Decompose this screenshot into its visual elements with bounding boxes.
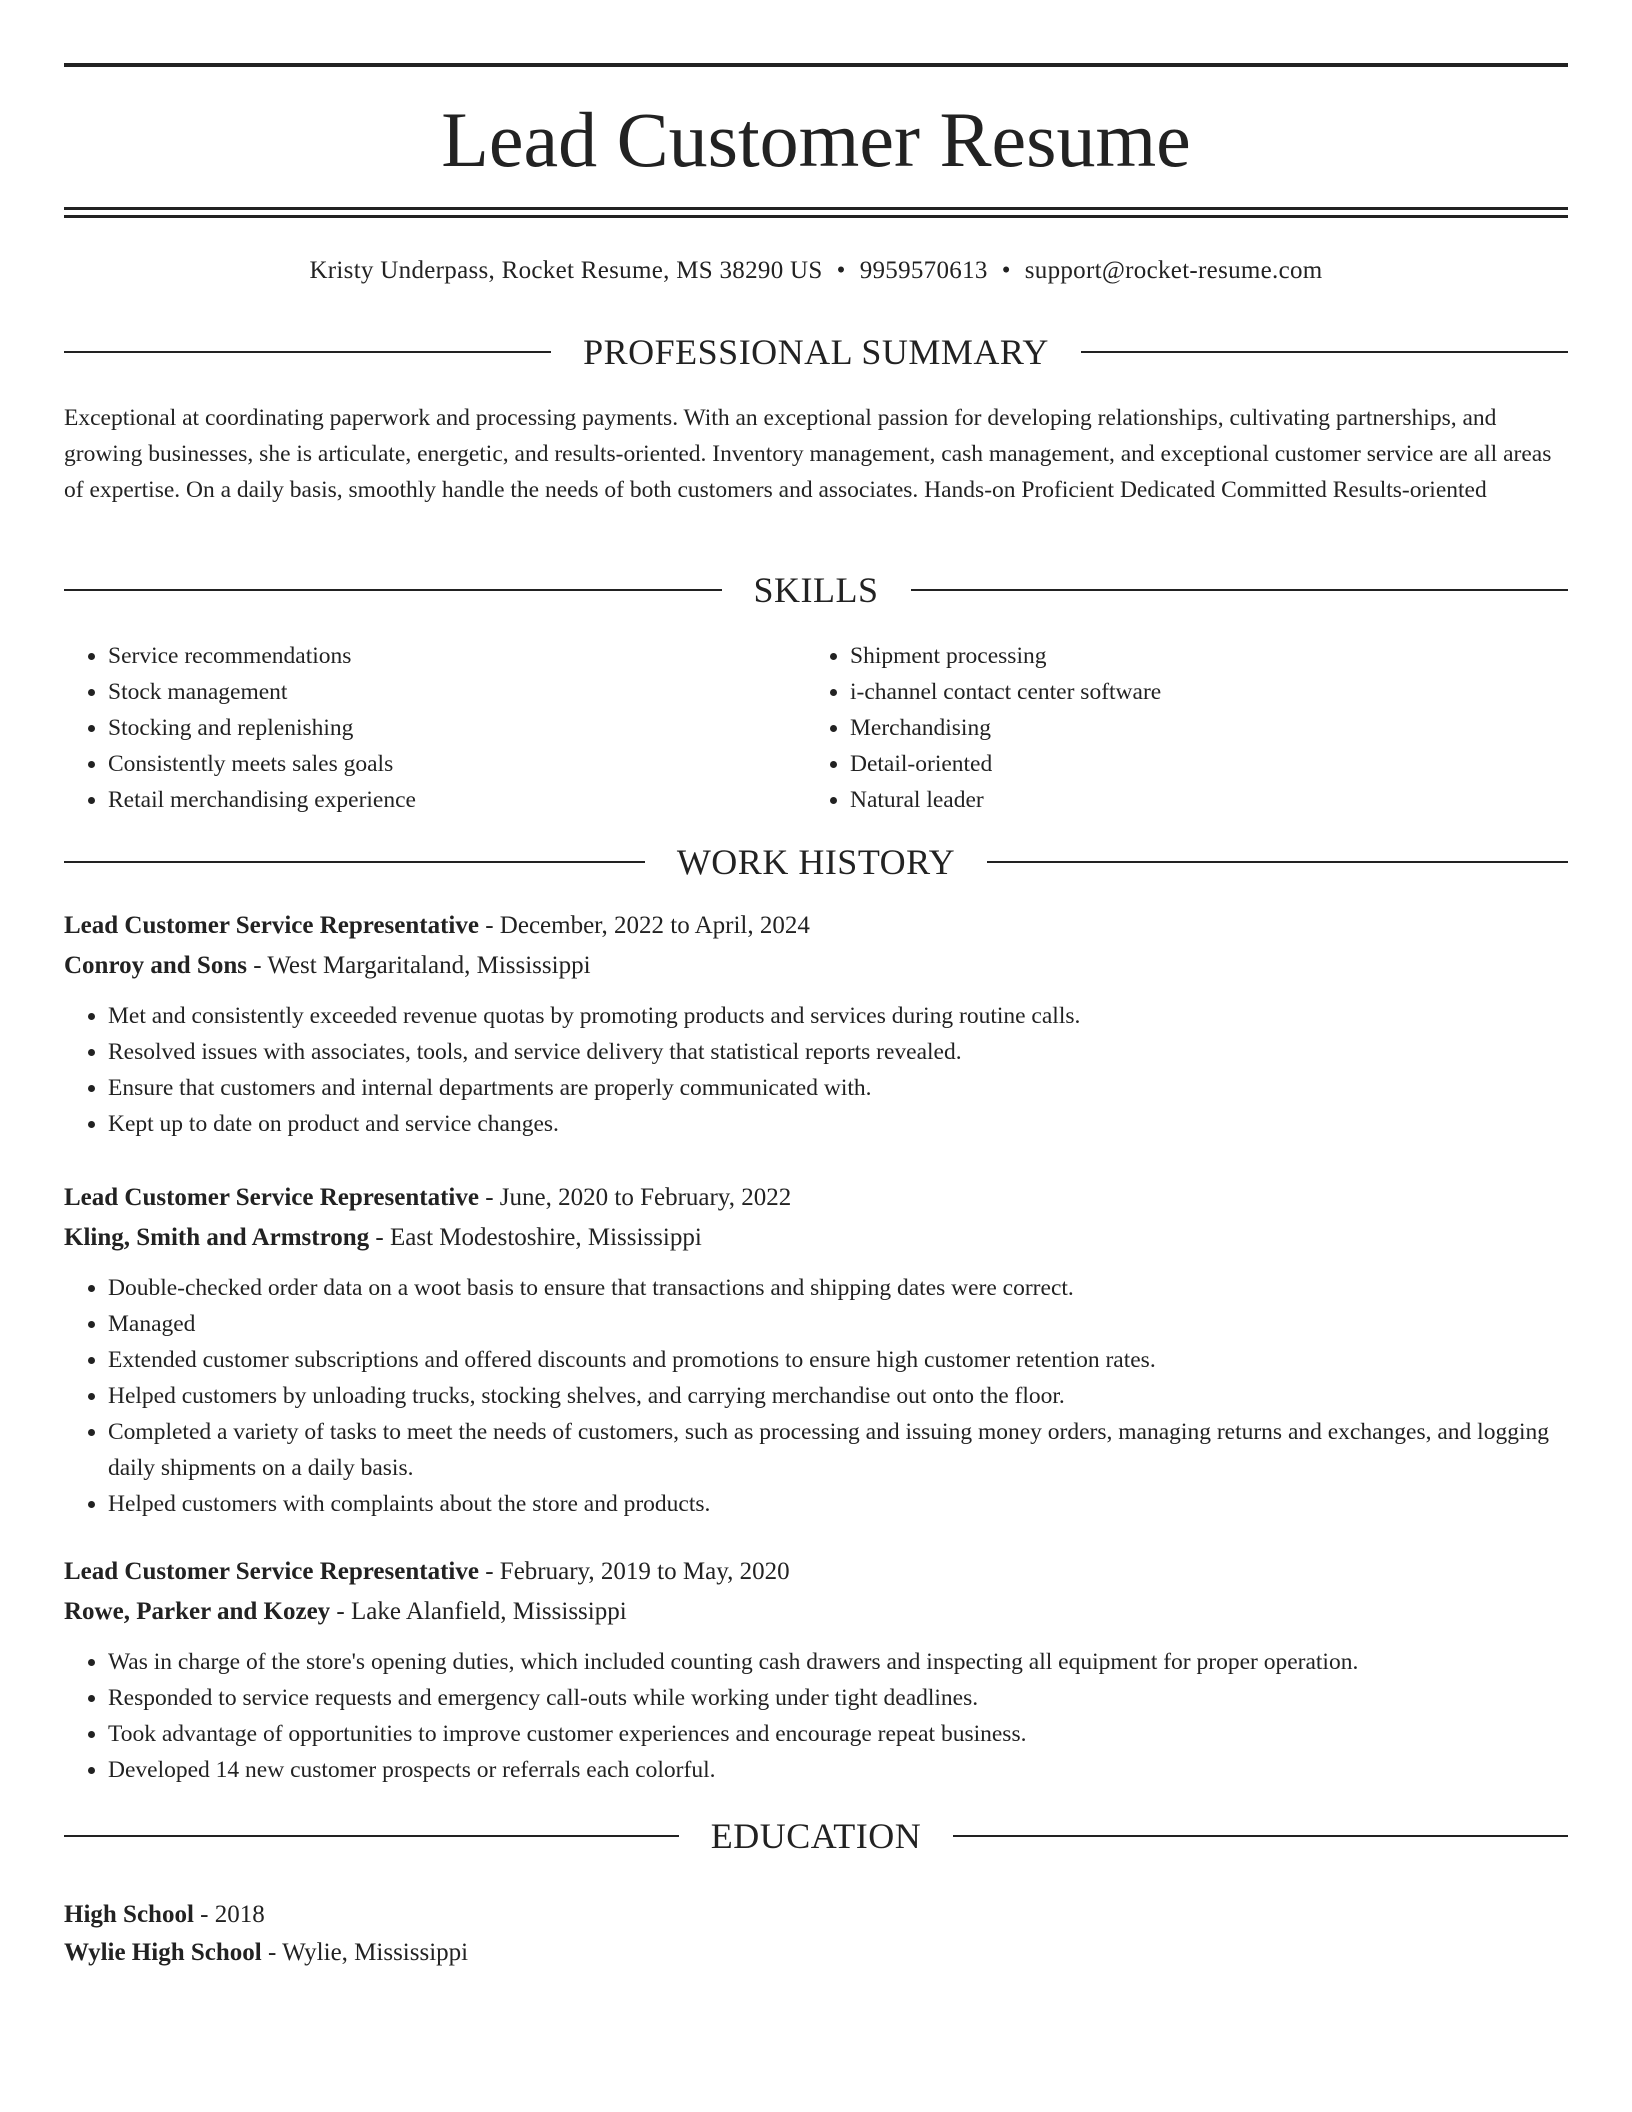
- top-rule: [64, 63, 1568, 67]
- job-bullet: • Took advantage of opportunities to improve customer experiences and encourage repeat business.: [108, 1716, 1568, 1752]
- divider-line: [64, 1835, 679, 1837]
- job-bullet: • Helped customers by unloading trucks, stocking shelves, and carrying merchandise out onto the floor.: [108, 1378, 1568, 1414]
- contact-address: Kristy Underpass, Rocket Resume, MS 38290 US: [309, 257, 823, 284]
- job-entry: [64, 1178, 1568, 1522]
- job-bullet: • Responded to service requests and emergency call-outs while working under tight deadlines.: [108, 1680, 1568, 1716]
- job-dates: - June, 2020 to February, 2022: [478, 1184, 792, 1211]
- job-title: Lead Customer Service Representative: [64, 1184, 479, 1211]
- contact-line: [64, 254, 1568, 288]
- contact-email: support@rocket-resume.com: [1024, 257, 1323, 284]
- job-location: - West Margaritaland, Mississippi: [246, 952, 591, 979]
- job-dates: - February, 2019 to May, 2020: [478, 1558, 790, 1585]
- job-bullet: • Resolved issues with associates, tools, and service delivery that statistical reports revealed.: [108, 1034, 1568, 1070]
- education-location: - Wylie, Mississippi: [261, 1939, 469, 1966]
- divider-line: [64, 589, 722, 591]
- job-bullet: • Helped customers with complaints about the store and products.: [108, 1486, 1568, 1522]
- skill-item: • Natural leader: [850, 782, 1548, 818]
- section-header-summary: [64, 330, 1568, 374]
- job-company: Conroy and Sons: [64, 952, 247, 979]
- skill-item: • Shipment processing: [850, 638, 1548, 674]
- skills-column-left: [64, 638, 806, 818]
- job-company-line: [64, 1592, 1568, 1632]
- job-bullets: [64, 1644, 1568, 1788]
- job-title: Lead Customer Service Representative: [64, 912, 479, 939]
- skill-item: • i-channel contact center software: [850, 674, 1548, 710]
- education-school: Wylie High School: [64, 1939, 262, 1966]
- skill-item: • Merchandising: [850, 710, 1548, 746]
- education-degree-line: [64, 1896, 1568, 1934]
- skill-item: • Service recommendations: [108, 638, 806, 674]
- title-rule-lower: [64, 215, 1568, 218]
- job-entry: [64, 906, 1568, 1142]
- title-rule-upper: [64, 207, 1568, 210]
- job-entry: [64, 1552, 1568, 1788]
- section-title: SKILLS: [753, 570, 879, 610]
- section-header-work-history: [64, 840, 1568, 884]
- job-bullet: • Extended customer subscriptions and offered discounts and promotions to ensure high customer retention rates.: [108, 1342, 1568, 1378]
- section-title: EDUCATION: [710, 1816, 922, 1856]
- divider-line: [987, 861, 1568, 863]
- education-year: - 2018: [193, 1901, 265, 1928]
- skill-item: • Stocking and replenishing: [108, 710, 806, 746]
- education-degree: High School: [64, 1901, 194, 1928]
- section-header-skills: [64, 568, 1568, 612]
- job-location: - East Modestoshire, Mississippi: [369, 1224, 702, 1251]
- job-bullet: • Double-checked order data on a woot basis to ensure that transactions and shipping dates were correct.: [108, 1270, 1568, 1306]
- divider-line: [911, 589, 1569, 591]
- divider-line: [1081, 351, 1568, 353]
- job-bullets: [64, 998, 1568, 1142]
- job-bullets: [64, 1270, 1568, 1522]
- divider-line: [64, 861, 645, 863]
- contact-separator: •: [1001, 257, 1011, 284]
- job-bullet: • Developed 14 new customer prospects or referrals each colorful.: [108, 1752, 1568, 1788]
- job-company: Rowe, Parker and Kozey: [64, 1598, 331, 1625]
- job-dates: - December, 2022 to April, 2024: [478, 912, 810, 939]
- skill-item: • Detail-oriented: [850, 746, 1548, 782]
- job-bullet: • Ensure that customers and internal departments are properly communicated with.: [108, 1070, 1568, 1106]
- skill-item: • Retail merchandising experience: [108, 782, 806, 818]
- section-header-education: [64, 1814, 1568, 1858]
- job-bullet: • Managed: [108, 1306, 1568, 1342]
- skill-item: • Consistently meets sales goals: [108, 746, 806, 782]
- section-title: WORK HISTORY: [676, 842, 956, 882]
- skill-item: • Stock management: [108, 674, 806, 710]
- skills-list: [64, 638, 1568, 818]
- section-title: PROFESSIONAL SUMMARY: [583, 332, 1049, 372]
- skills-column-right: [806, 638, 1548, 818]
- job-title-line: [64, 1178, 1568, 1218]
- job-company: Kling, Smith and Armstrong: [64, 1224, 370, 1251]
- job-title-line: [64, 906, 1568, 946]
- job-bullet: • Completed a variety of tasks to meet the needs of customers, such as processing and issuing money orders, managing returns and exchanges, and logging daily shipments on a daily basis.: [108, 1414, 1568, 1486]
- education-entry: [64, 1896, 1568, 1972]
- divider-line: [953, 1835, 1568, 1837]
- job-bullet: • Met and consistently exceeded revenue quotas by promoting products and services during routine calls.: [108, 998, 1568, 1034]
- contact-separator: •: [836, 257, 846, 284]
- job-company-line: [64, 1218, 1568, 1258]
- job-company-line: [64, 946, 1568, 986]
- resume-title: Lead Customer Resume: [441, 96, 1191, 183]
- contact-phone: 9959570613: [859, 257, 988, 284]
- education-school-line: [64, 1934, 1568, 1972]
- job-bullet: • Was in charge of the store's opening duties, which included counting cash drawers and inspecting all equipment for proper operation.: [108, 1644, 1568, 1680]
- job-location: - Lake Alanfield, Mississippi: [330, 1598, 627, 1625]
- job-bullet: • Kept up to date on product and service changes.: [108, 1106, 1568, 1142]
- divider-line: [64, 351, 551, 353]
- job-title-line: [64, 1552, 1568, 1592]
- job-title: Lead Customer Service Representative: [64, 1558, 479, 1585]
- summary-text: Exceptional at coordinating paperwork and processing payments. With an exceptional passion for developing relationships, cultivating partnerships, and growing businesses, she is articulate, energetic, and results-oriented. Inventory management, cash management, and exceptional customer service are all areas of expertise. On a daily basis, smoothly handle the needs of both customers and associates. Hands-on Proficient Dedicated Committed Results-oriented: [64, 405, 1552, 503]
